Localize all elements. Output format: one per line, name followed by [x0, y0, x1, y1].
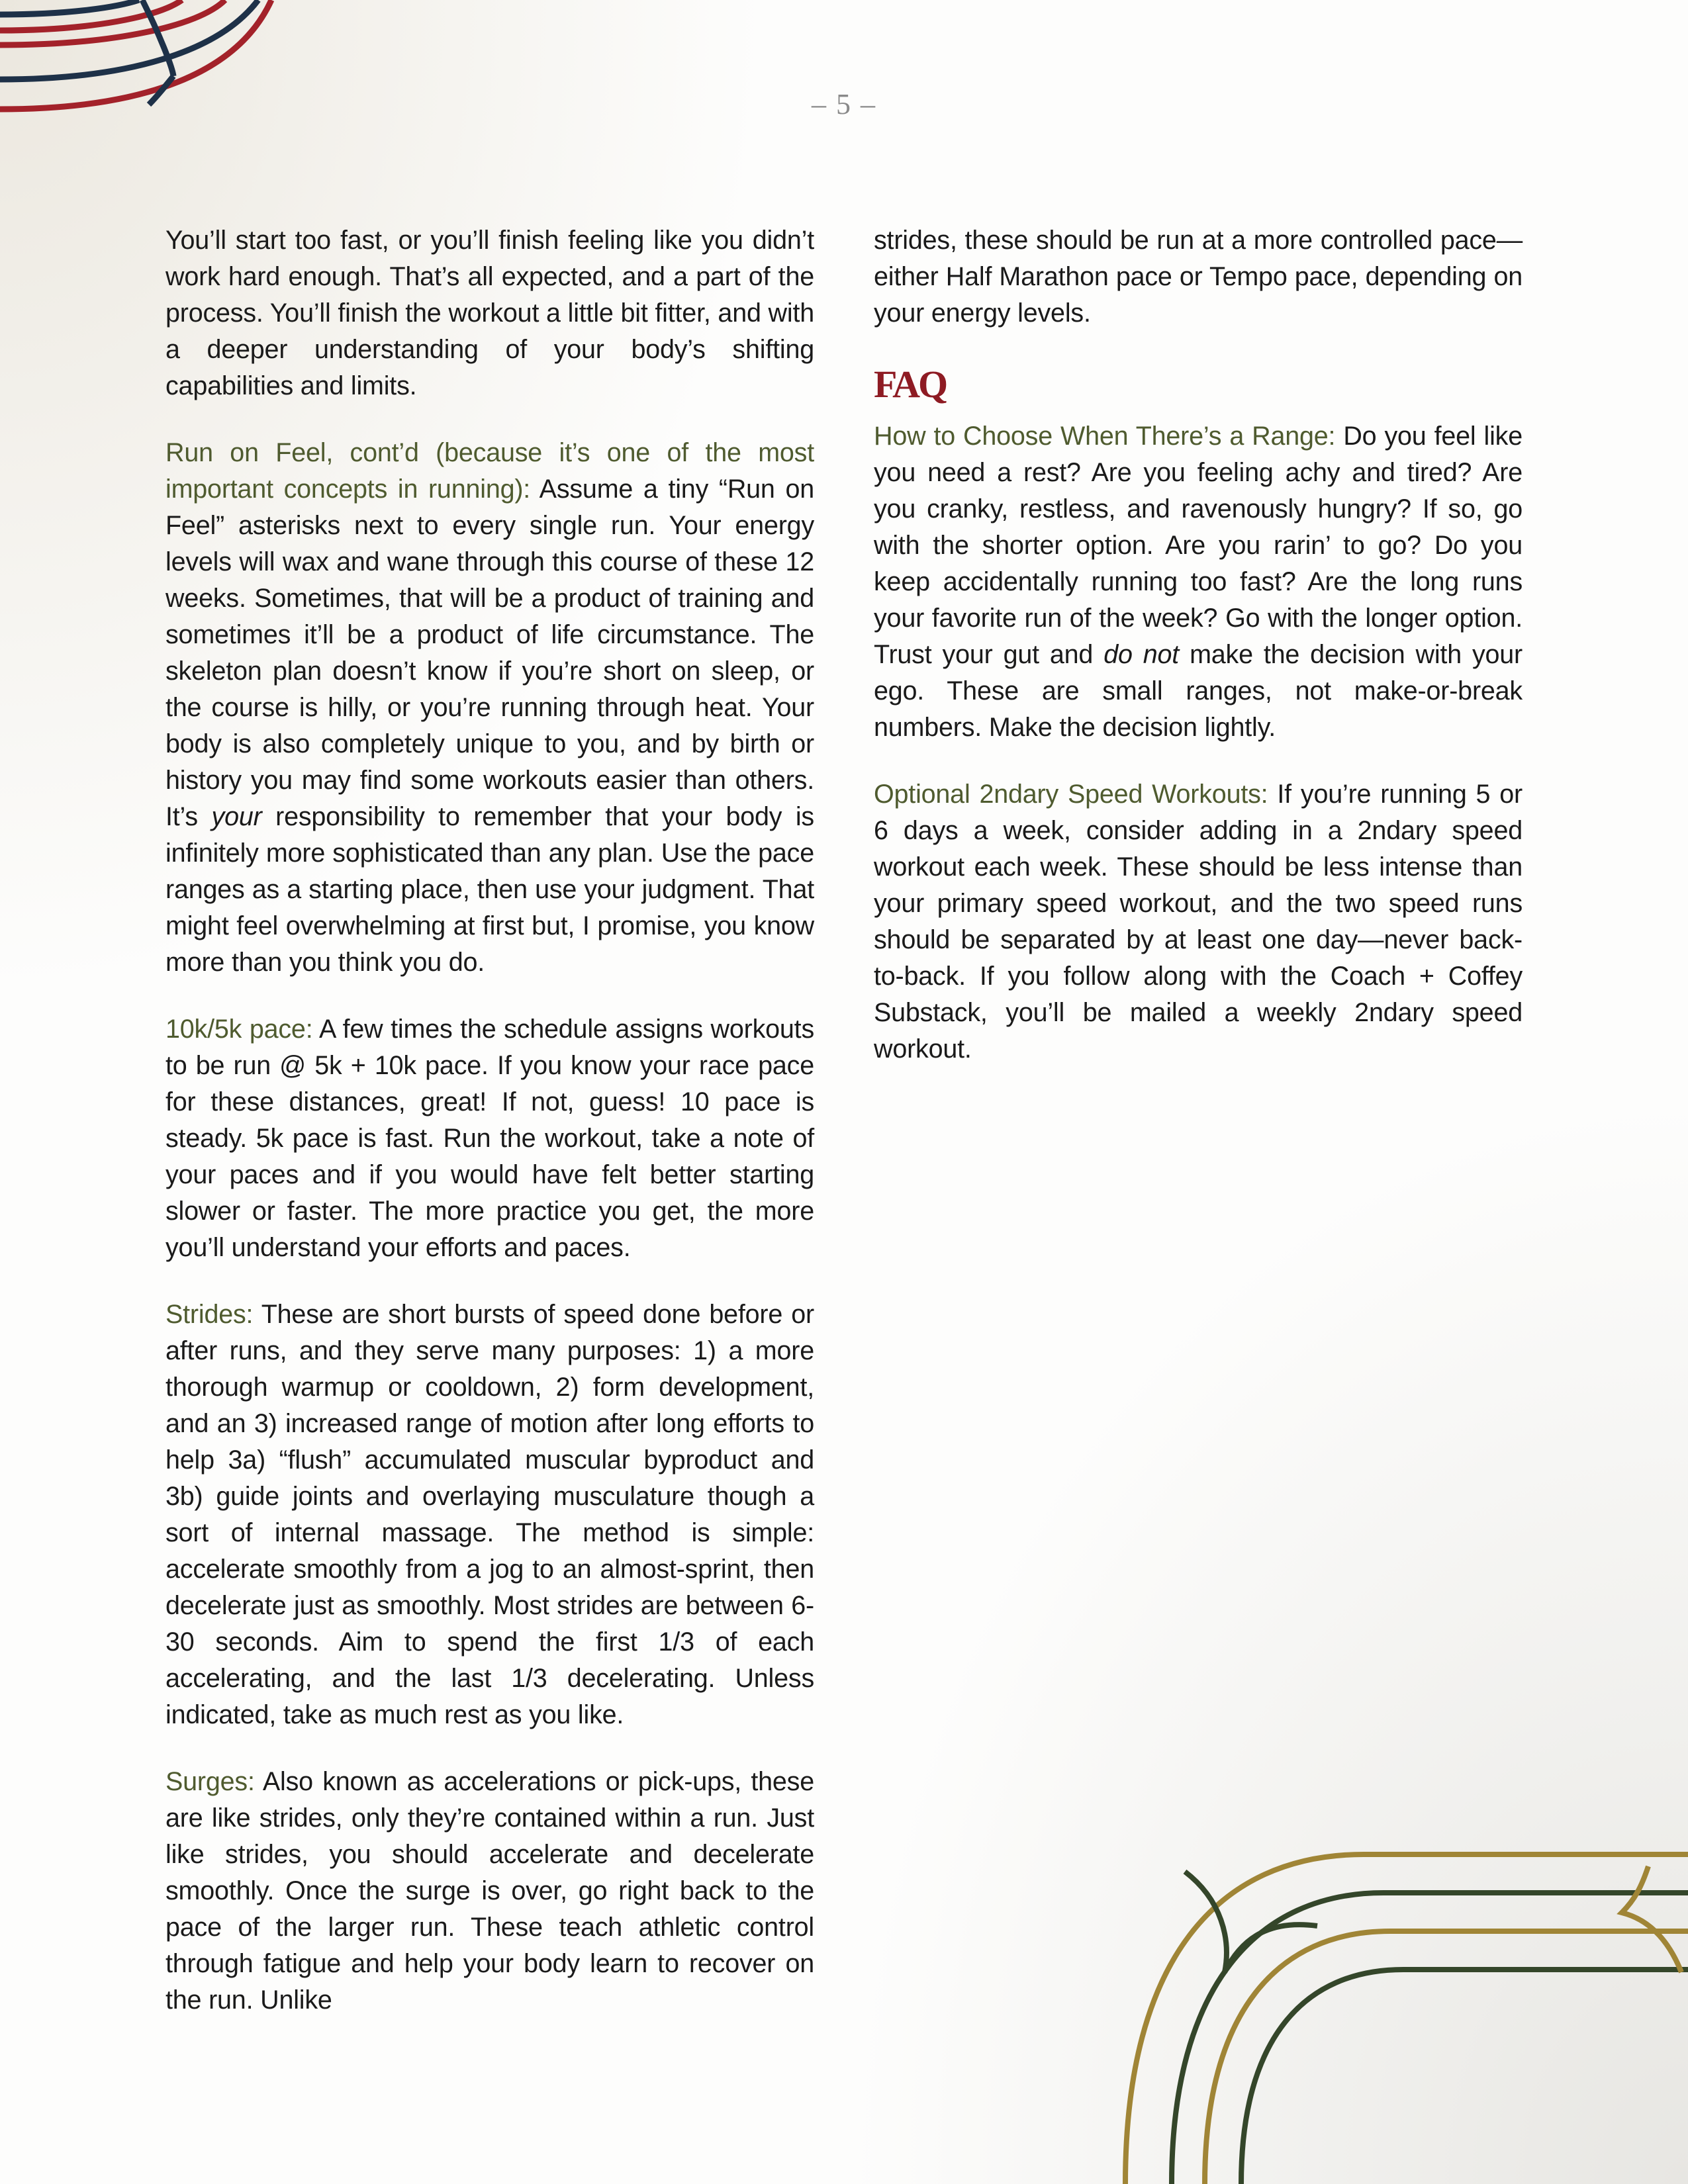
term-surges: Surges: — [165, 1767, 255, 1796]
term-secondary-speed: Optional 2ndary Speed Workouts: — [874, 780, 1268, 809]
paragraph-text: These are short bursts of speed done before or after runs, and they serve many purposes: 1) a more thorough warmup or cooldown, 2) form development, and an 3) increased range of motion after long efforts to help 3a) “flush” accumulated muscular byproduct and 3b) guide joints and overlaying musculature though a sort of internal massage. The method is simple: accelerate smoothly from a jog to an almost-sprint, then decelerate just as smoothly. Most strides are between 6-30 seconds. Aim to spend the first 1/3 of each accelerating, and the last 1/3 decelerating. Unless indicated, take as much rest as you like. — [165, 1300, 814, 1729]
left-column — [165, 222, 814, 2049]
term-choose-range: How to Choose When There’s a Range: — [874, 422, 1336, 451]
paragraph-surges — [165, 1764, 814, 2019]
paragraph-secondary-speed — [874, 776, 1523, 1068]
paragraph-text: A few times the schedule assigns workouts to be run @ 5k + 10k pace. If you know your race pace for these distances, great! If not, guess! 10 pace is steady. 5k pace is fast. Run the workout, take a note of your paces and if you would have felt better starting slower or faster. The more practice you get, the more you’ll understand your efforts and paces. — [165, 1015, 814, 1262]
track-lines-decoration-bottom — [1099, 1840, 1688, 2184]
paragraph-text: strides, these should be run at a more controlled pace—either Half Marathon pace or Tempo pace, depending on your energy levels. — [874, 226, 1523, 328]
paragraph-run-on-feel — [165, 435, 814, 981]
paragraph-text: Do you feel like you need a rest? Are you feeling achy and tired? Are you cranky, restless, and ravenously hungry? If so, go with the shorter option. Are you rarin’ to go? Do you keep accidentally running too fast? Are the long runs your favorite run of the week? Go with the longer option. Trust your gut and — [874, 422, 1523, 669]
emphasis-your: your — [211, 802, 262, 831]
paragraph-intro — [165, 222, 814, 404]
paragraph-text: responsibility to remember that your body is infinitely more sophisticated than any plan. Use the pace ranges as a starting place, then use your judgment. That might feel overwhelming at first but, I promise, you know more than you think you do. — [165, 802, 814, 977]
page-number: – 5 – — [812, 88, 876, 120]
paragraph-text: You’ll start too fast, or you’ll finish feeling like you didn’t work hard enough. That’s all expected, and a part of the process. You’ll finish the workout a little bit fitter, and with a deeper understanding of your body’s shifting capabilities and limits. — [165, 226, 814, 400]
right-column — [874, 222, 1523, 1098]
paragraph-text: Assume a tiny “Run on Feel” asterisks next to every single run. Your energy levels will wax and wane through this course of these 12 weeks. Sometimes, that will be a product of training and sometimes it’ll be a product of life circumstance. The skeleton plan doesn’t know if you’re short on sleep, or the course is hilly, or you’re running through heat. Your body is also completely unique to you, and by birth or history you may find some workouts easier than others. It’s — [165, 475, 815, 831]
paragraph-strides — [165, 1297, 814, 1733]
paragraph-text: If you’re running 5 or 6 days a week, consider adding in a 2ndary speed workout each week. These should be less intense than your primary speed workout, and the two speed runs should be separated by at least one day—never back-to-back. If you follow along with the Coach + Coffey Substack, you’ll be mailed a weekly 2ndary speed workout. — [874, 780, 1523, 1064]
term-10k-5k-pace: 10k/5k pace: — [165, 1015, 313, 1044]
term-run-on-feel: Run on Feel, cont’d (because it’s one of the most important concepts in running): — [165, 438, 814, 504]
paragraph-text: Also known as accelerations or pick-ups, these are like strides, only they’re contained within a run. Just like strides, you should accelerate and decelerate smoothly. Once the surge is over, go right back to the pace of the larger run. These teach athletic control through fatigue and help your body learn to recover on the run. Unlike — [165, 1767, 814, 2015]
paragraph-10k-5k-pace — [165, 1011, 814, 1266]
faq-heading: FAQ — [874, 363, 947, 406]
paragraph-choose-range — [874, 418, 1523, 746]
emphasis-do-not: do not — [1103, 640, 1180, 669]
paragraph-text: make the decision with your ego. These are small ranges, not make-or-break numbers. Make the decision lightly. — [874, 640, 1523, 742]
term-strides: Strides: — [165, 1300, 254, 1329]
paragraph-strides-continued — [874, 222, 1523, 332]
